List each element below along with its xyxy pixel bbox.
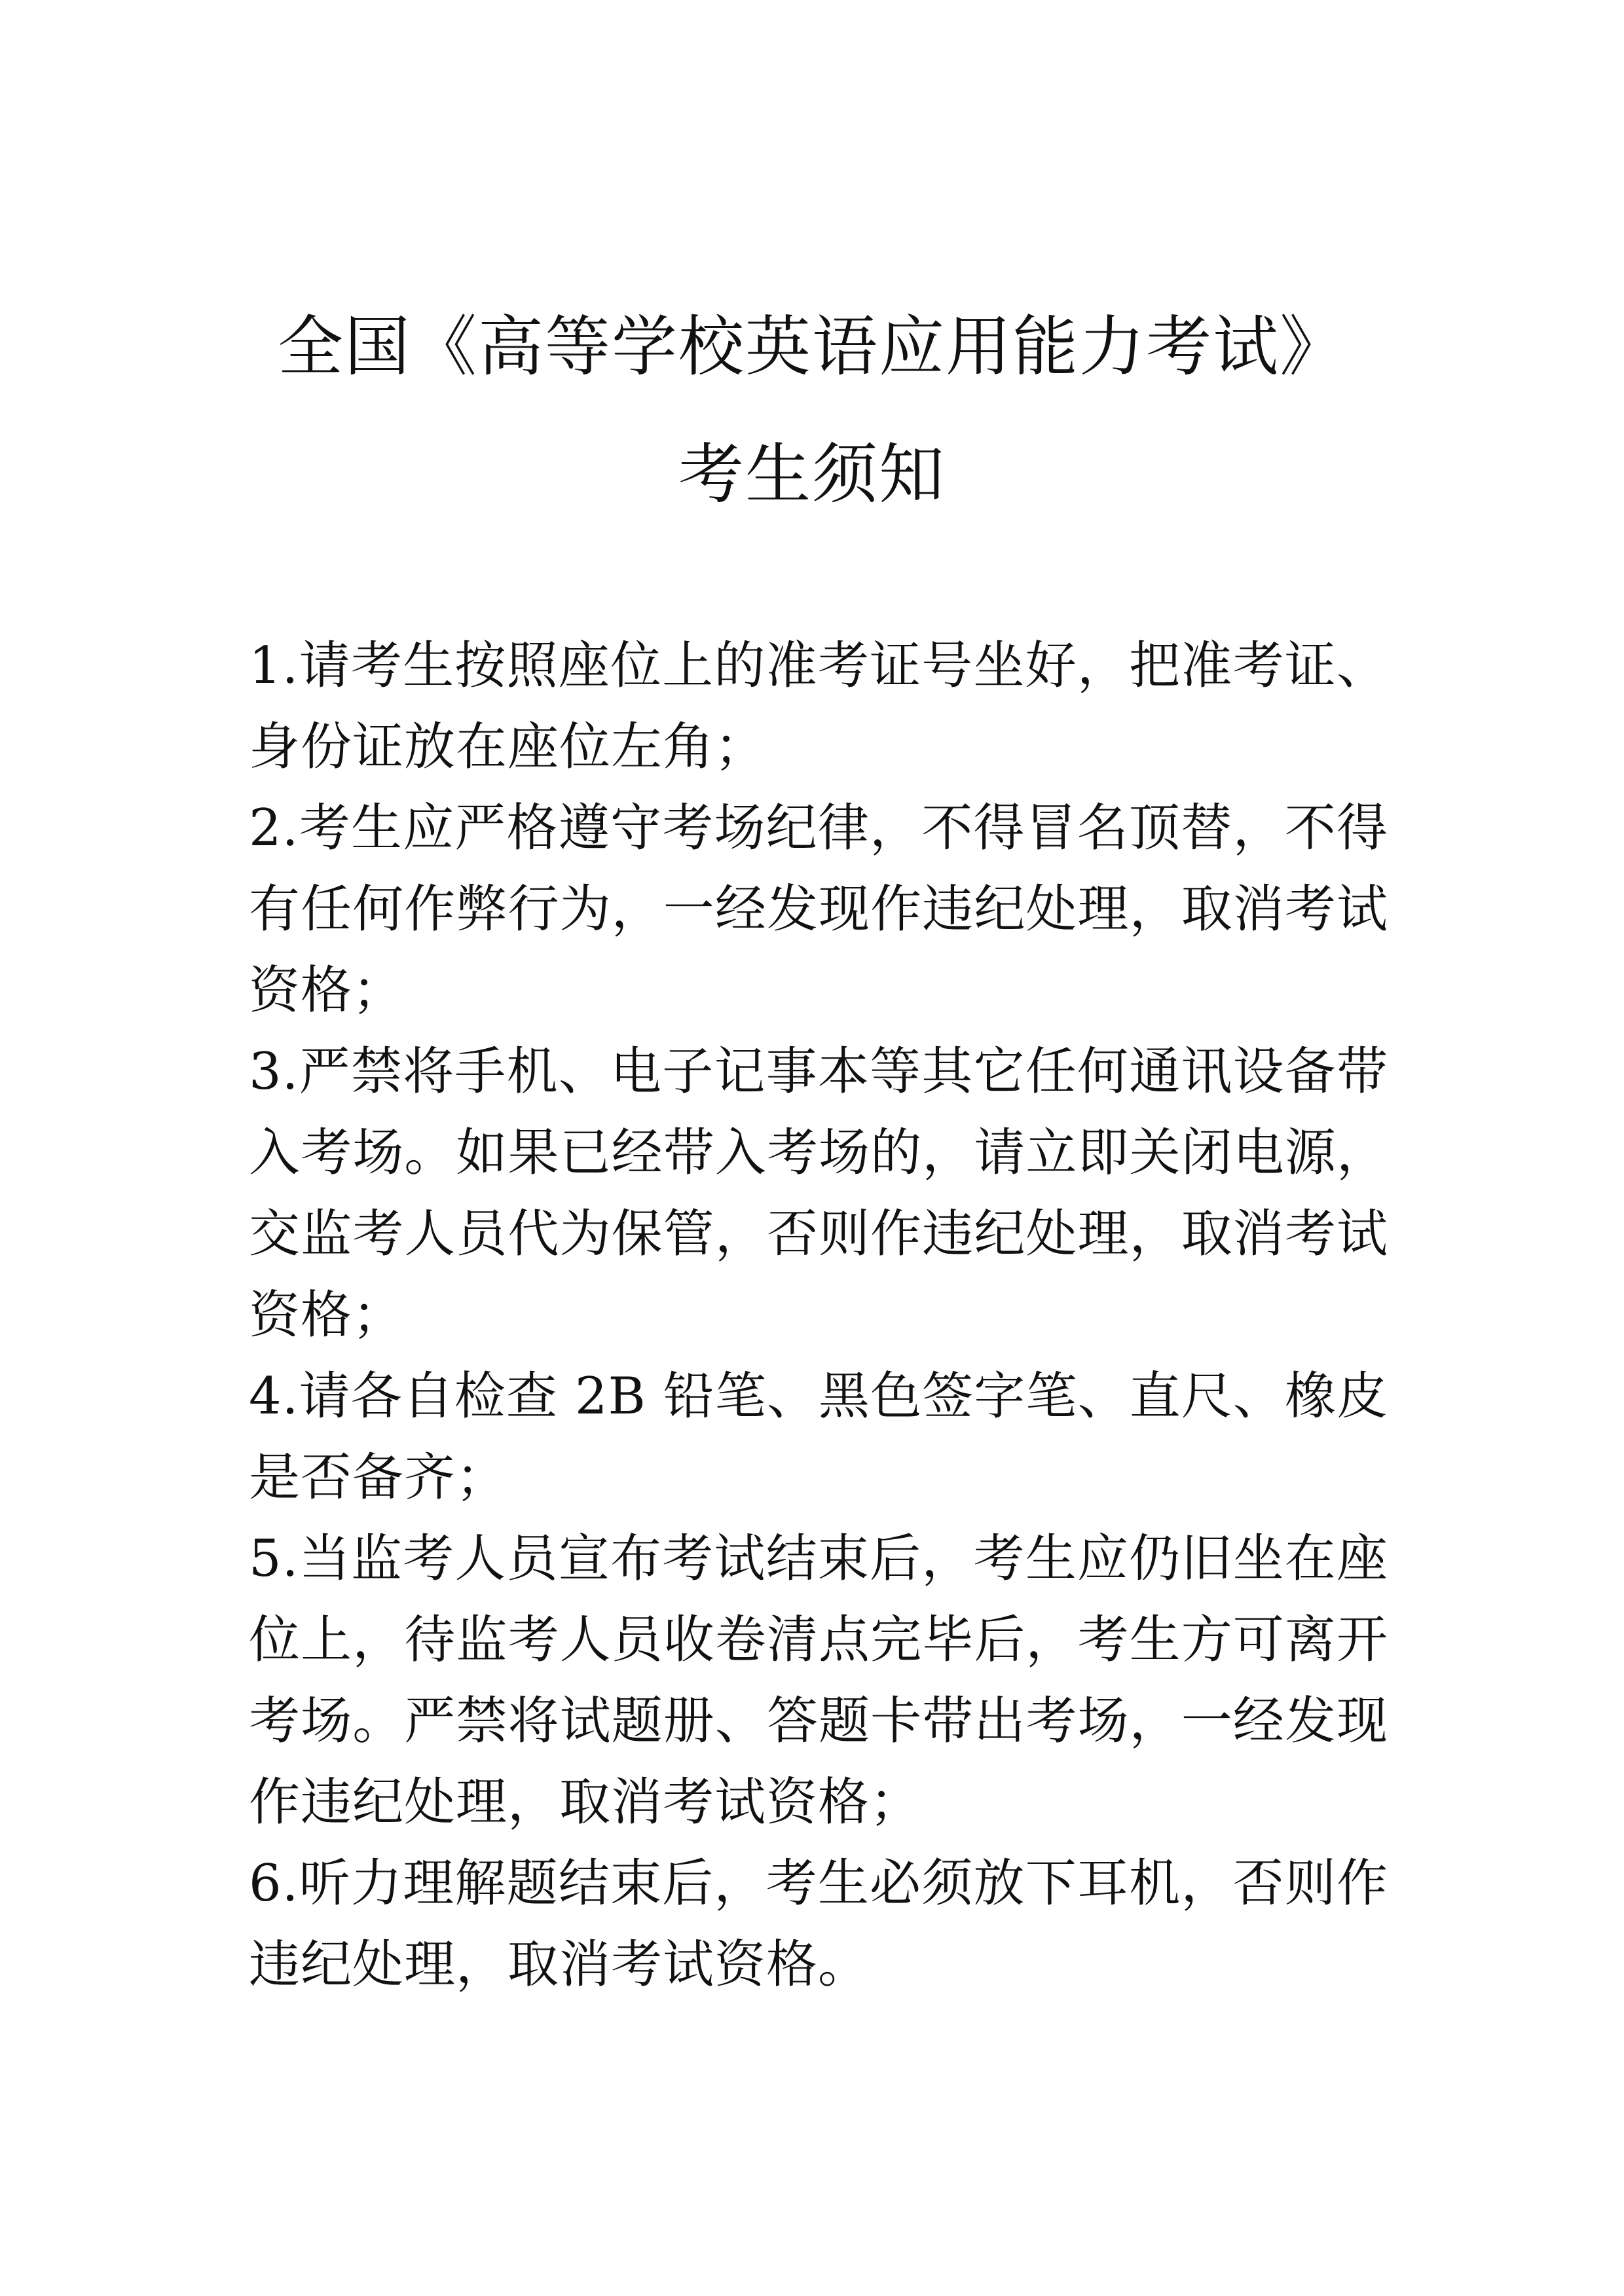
rule-item: 6.听力理解题结束后，考生必须放下耳机，否则作违纪处理，取消考试资格。 [249, 1854, 1388, 1994]
rule-item: 3.严禁将手机、电子记事本等其它任何通讯设备带入考场。如果已经带入考场的，请立即关闭电源，交监考人员代为保管，否则作违纪处理，取消考试资格； [249, 1042, 1388, 1345]
rule-item: 4.请各自检查 2B 铅笔、黑色签字笔、直尺、橡皮是否备齐； [249, 1367, 1388, 1507]
rule-item: 1.请考生按照座位上的准考证号坐好，把准考证、身份证放在座位左角； [249, 636, 1388, 776]
document-subtitle: 考生须知 [678, 436, 946, 513]
rules-list [249, 625, 1388, 2005]
document-title: 全国《高等学校英语应用能力考试》 [278, 308, 1346, 385]
rule-item: 5.当监考人员宣布考试结束后，考生应仍旧坐在座位上，待监考人员收卷清点完毕后，考生方可离开考场。严禁将试题册、答题卡带出考场，一经发现作违纪处理，取消考试资格； [249, 1529, 1388, 1832]
rule-item: 2.考生应严格遵守考场纪律，不得冒名顶替，不得有任何作弊行为，一经发现作违纪处理，取消考试资格； [249, 799, 1388, 1020]
